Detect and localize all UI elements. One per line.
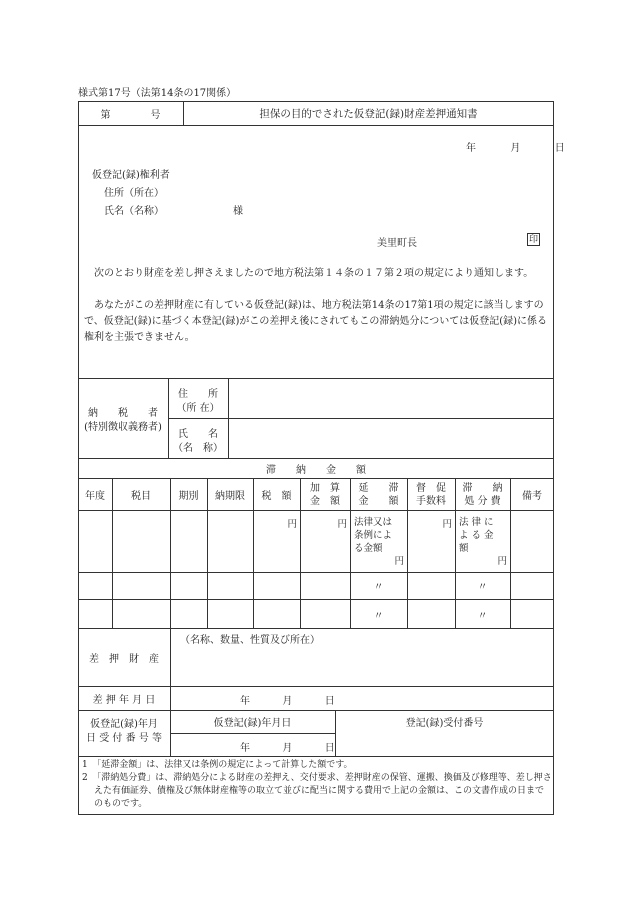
delay-ditto: 〃 bbox=[373, 611, 384, 622]
footnote-2: 2 「滞納処分費」は、滞納処分による財産の差押え、交付要求、差押財産の保管、運搬、換価及び修理等、差し押さえた有価証券、債権及び無体財産権等の取立て並びに配当に関する費用で上記の金額は、この文書作成の日までのものです。 bbox=[82, 773, 552, 809]
header-divider bbox=[78, 125, 554, 126]
issuer-name: 美里町長 bbox=[377, 238, 417, 249]
recipient-honorific: 様 bbox=[233, 206, 243, 217]
issue-date: 年 月 日 bbox=[466, 143, 565, 154]
seizure-date: 年 月 日 bbox=[240, 696, 335, 707]
col-additional: 加 算 金 額 bbox=[310, 483, 340, 507]
col-due: 納期限 bbox=[215, 490, 245, 502]
col-tax-item: 税目 bbox=[131, 490, 151, 502]
seizure-date-label: 差 押 年 月 日 bbox=[92, 694, 156, 706]
recipient-line: 仮登記(録)権利者 bbox=[92, 170, 170, 181]
col-tax-amount: 税 額 bbox=[261, 490, 292, 502]
cost-note: 法 律 に よ る 金 額 円 bbox=[459, 517, 507, 567]
delay-ditto: 〃 bbox=[373, 582, 384, 593]
recipient-address: 住所（所在） bbox=[104, 188, 164, 199]
notice-paragraph-1: 次のとおり財産を差し押さえましたので地方税法第１４条の１７第２項の規定により通知します。 bbox=[94, 268, 534, 279]
registration-date-label: 仮登記(録)年月日 bbox=[213, 718, 292, 729]
col-fee: 督 促 手数料 bbox=[416, 483, 446, 507]
footnote-1: 1 「延滞金額」は、法律又は条例の規定によって計算した額です。 bbox=[82, 760, 353, 770]
taxpayer-address-label: 住 所 bbox=[178, 389, 218, 400]
fee-yen: 円 bbox=[442, 519, 452, 530]
registration-number-label: 登記(録)受付番号 bbox=[405, 718, 484, 729]
arrears-title: 滞 納 金 額 bbox=[266, 464, 366, 476]
col-delay: 延 滞 金 額 bbox=[358, 483, 399, 507]
notice-paragraph-2: あなたがこの差押財産に有している仮登記(録)は、地方税法第14条の17第1項の規定に該当しますので、仮登記(録)に基づく本登記(録)がこの差押え後にされてもこの滞納処分については仮登記(録)に係る権利を主張できません。 bbox=[84, 300, 548, 343]
taxpayer-name-sub: （名 称） bbox=[173, 443, 223, 454]
taxpayer-name-label: 氏 名 bbox=[178, 429, 218, 440]
form-label: 様式第17号（法第14条の17関係） bbox=[78, 88, 237, 99]
col-note: 備考 bbox=[522, 490, 542, 502]
delay-note: 法律又は 条例によ る金額 円 bbox=[354, 517, 404, 567]
cost-ditto: 〃 bbox=[477, 611, 488, 622]
col-year: 年度 bbox=[85, 490, 105, 502]
seal-mark: 印 bbox=[528, 235, 538, 245]
col-period: 期別 bbox=[178, 490, 199, 502]
document-title: 担保の目的でされた仮登記(録)財産差押通知書 bbox=[259, 107, 478, 120]
registration-label: 仮登記(録)年月 日 受 付 番 号 等 bbox=[86, 719, 162, 744]
taxpayer-label: 納 税 者 bbox=[88, 408, 158, 419]
property-label: 差 押 財 産 bbox=[89, 653, 159, 665]
col-cost: 滞 納 処 分 費 bbox=[462, 483, 503, 507]
taxpayer-address-sub: （所 在） bbox=[176, 403, 220, 414]
additional-yen: 円 bbox=[337, 519, 347, 530]
taxpayer-sublabel: (特別徴収義務者) bbox=[84, 422, 162, 433]
tax-yen: 円 bbox=[287, 519, 297, 530]
recipient-name: 氏名（名称） bbox=[104, 206, 164, 217]
registration-date: 年 月 日 bbox=[240, 743, 335, 754]
document-number: 第 号 bbox=[100, 109, 161, 121]
property-hint: （名称、数量、性質及び所在） bbox=[180, 635, 320, 646]
cost-ditto: 〃 bbox=[477, 582, 488, 593]
